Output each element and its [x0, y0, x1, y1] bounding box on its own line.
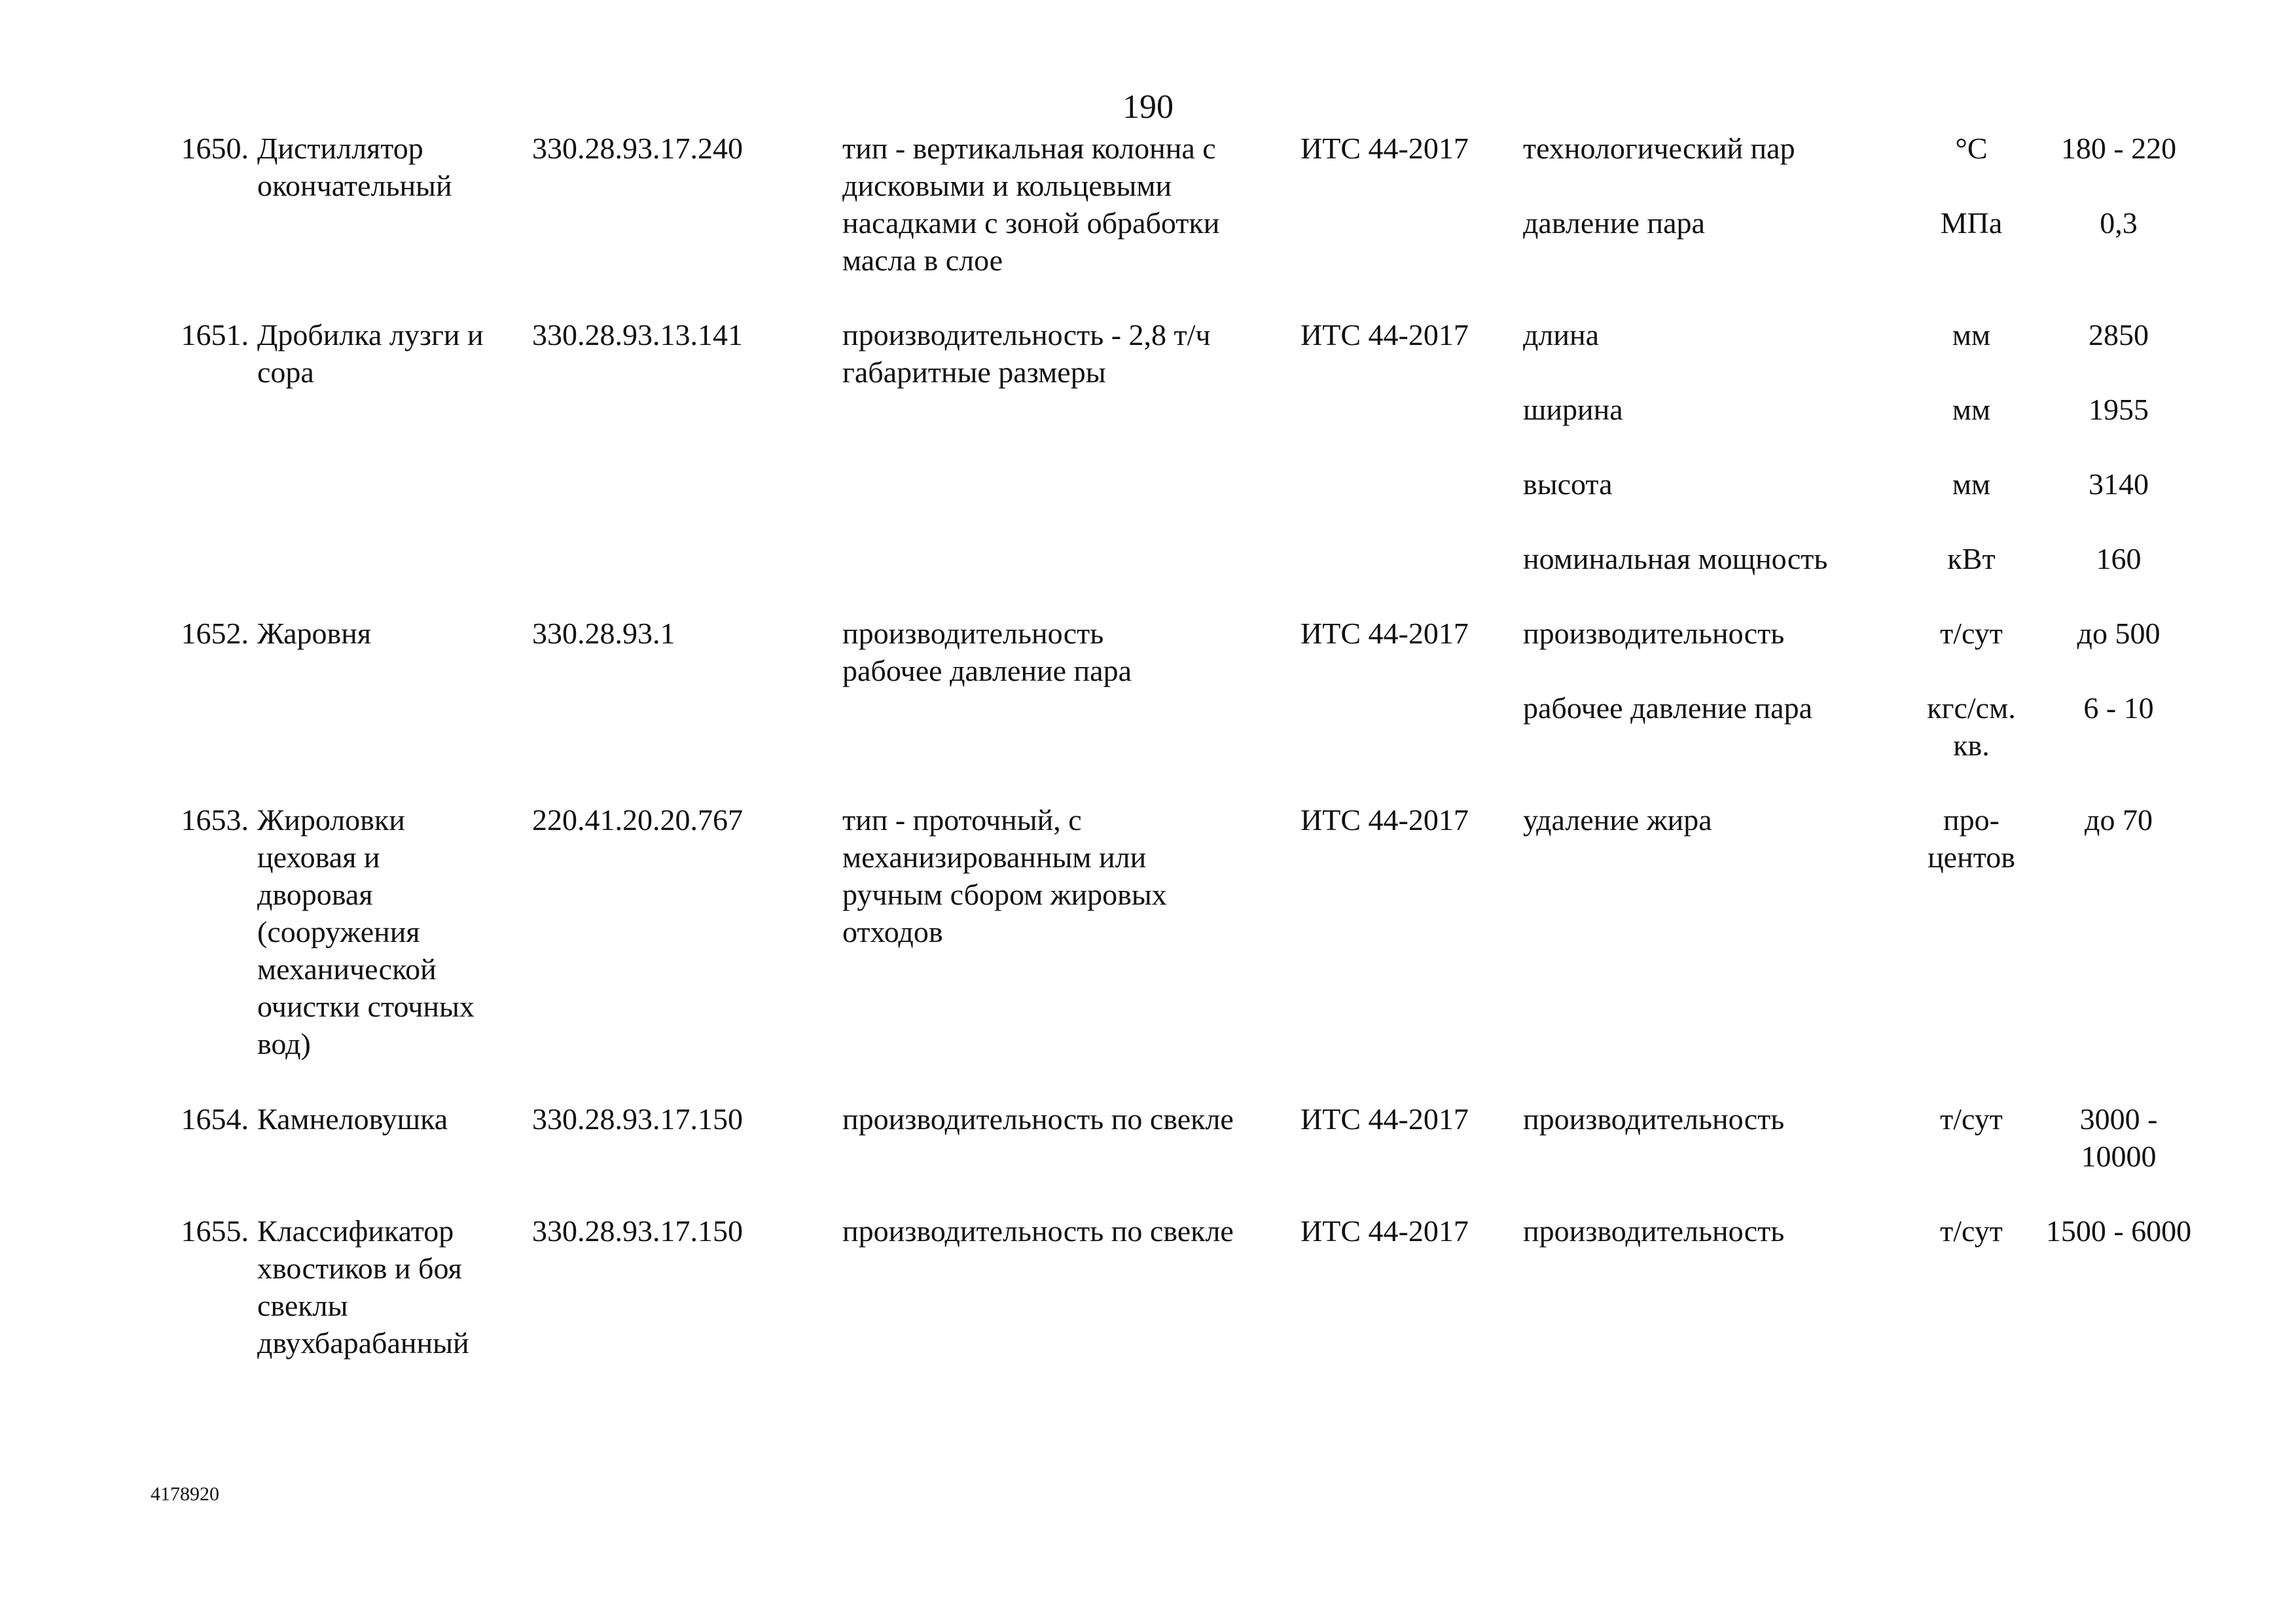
name-line: вод) [257, 1027, 311, 1060]
table-row [151, 801, 2193, 1100]
name-line: свеклы [257, 1289, 348, 1322]
standard-reference: ИТС 44-2017 [1300, 803, 1469, 837]
row-number: 1654. [181, 1102, 249, 1136]
name-line: окончательный [257, 169, 452, 202]
parameter-name: ширина [1523, 393, 1623, 426]
desc-line: тип - проточный, с [842, 803, 1082, 837]
equipment-description [842, 316, 1274, 391]
parameter-row [1523, 615, 2193, 689]
equipment-table [151, 130, 2193, 1369]
parameter-name: производительность [1523, 1102, 1785, 1136]
parameter-value: 1500 - 6000 [2045, 1214, 2192, 1248]
equipment-code: 330.28.93.13.141 [532, 318, 743, 352]
parameter-unit: мм [1952, 467, 1991, 501]
equipment-code: 330.28.93.17.150 [532, 1214, 743, 1248]
name-line: сора [257, 355, 314, 389]
parameter-row [1523, 465, 2193, 540]
parameter-row [1523, 1100, 2193, 1175]
parameter-value: 3140 [2089, 467, 2149, 501]
parameters [1523, 1100, 2193, 1175]
equipment-description [842, 801, 1274, 950]
parameter-unit: мм [1952, 393, 1991, 426]
unit-line: центов [1928, 840, 2015, 874]
parameter-row [1523, 130, 2193, 204]
table-row [151, 130, 2193, 316]
desc-line: производительность по свекле [842, 1102, 1234, 1136]
parameter-value: 1955 [2089, 393, 2149, 426]
unit-line: кгс/см. [1927, 691, 2016, 725]
parameters [1523, 130, 2193, 279]
parameter-name: производительность [1523, 1214, 1785, 1248]
name-line: хвостиков и боя [257, 1252, 462, 1285]
parameter-row [1523, 316, 2193, 391]
equipment-name [257, 1100, 532, 1138]
parameter-row [1523, 801, 2193, 876]
parameter-name: давление пара [1523, 206, 1705, 240]
equipment-name [257, 801, 532, 1062]
equipment-code: 220.41.20.20.767 [532, 803, 743, 837]
equipment-name [257, 316, 532, 391]
row-number: 1650. [181, 132, 249, 165]
name-line: (сооружения [257, 915, 420, 948]
standard-reference: ИТС 44-2017 [1300, 1214, 1469, 1248]
equipment-code: 330.28.93.17.150 [532, 1102, 743, 1136]
parameter-unit [1922, 801, 2020, 876]
desc-line: дисковыми и кольцевыми [842, 169, 1172, 202]
parameter-name: длина [1523, 318, 1600, 352]
parameters [1523, 615, 2193, 764]
name-line: Камнеловушка [257, 1102, 448, 1136]
parameter-row [1523, 689, 2193, 764]
parameter-unit: т/сут [1940, 1102, 2003, 1136]
value-line: 3000 - [2079, 1102, 2158, 1136]
parameter-unit [1922, 689, 2020, 764]
parameter-name: удаление жира [1523, 803, 1712, 837]
row-number: 1655. [181, 1214, 249, 1248]
name-line: Классификатор [257, 1214, 454, 1248]
unit-line: кв. [1953, 729, 1990, 762]
name-line: Дистиллятор [257, 132, 423, 165]
row-number: 1653. [181, 803, 249, 837]
desc-line: масла в слое [842, 244, 1003, 277]
equipment-name [257, 615, 532, 652]
parameter-unit: мм [1952, 318, 1991, 352]
parameter-row [1523, 391, 2193, 465]
parameter-value [2034, 1100, 2204, 1175]
equipment-description [842, 615, 1274, 689]
parameter-row [1523, 204, 2193, 279]
desc-line: производительность [842, 617, 1104, 650]
name-line: механической [257, 952, 437, 986]
parameter-name: номинальная мощность [1523, 542, 1828, 575]
desc-line: производительность - 2,8 т/ч [842, 318, 1211, 352]
equipment-description [842, 1212, 1274, 1250]
parameter-value: 2850 [2089, 318, 2149, 352]
parameter-name: технологический пар [1523, 132, 1795, 165]
standard-reference: ИТС 44-2017 [1300, 318, 1469, 352]
standard-reference: ИТС 44-2017 [1300, 617, 1469, 650]
value-line: 10000 [2081, 1140, 2157, 1173]
document-id: 4178920 [151, 1483, 219, 1505]
parameter-value: 0,3 [2100, 206, 2138, 240]
table-row [151, 1212, 2193, 1369]
desc-line: рабочее давление пара [842, 654, 1132, 687]
table-row [151, 1100, 2193, 1212]
parameter-row [1523, 540, 2193, 615]
parameter-value: 180 - 220 [2060, 132, 2177, 165]
parameter-name: рабочее давление пара [1523, 691, 1813, 725]
parameters [1523, 1212, 2193, 1287]
parameters [1523, 801, 2193, 876]
standard-reference: ИТС 44-2017 [1300, 132, 1469, 165]
name-line: Жаровня [257, 617, 371, 650]
parameter-value: до 500 [2077, 617, 2161, 650]
table-row [151, 316, 2193, 615]
page-number: 190 [1122, 88, 1174, 126]
name-line: дворовая [257, 878, 373, 911]
parameter-unit: МПа [1940, 206, 2003, 240]
parameter-value: 160 [2096, 542, 2142, 575]
parameter-unit: т/сут [1940, 1214, 2003, 1248]
parameters [1523, 316, 2193, 615]
equipment-name [257, 1212, 532, 1362]
equipment-name [257, 130, 532, 204]
equipment-description [842, 1100, 1274, 1138]
unit-line: про- [1943, 803, 2000, 837]
parameter-value: 6 - 10 [2083, 691, 2154, 725]
equipment-code: 330.28.93.1 [532, 617, 675, 650]
name-line: Дробилка лузги и [257, 318, 484, 352]
name-line: очистки сточных [257, 990, 475, 1023]
name-line: Жироловки [257, 803, 405, 837]
row-number: 1652. [181, 617, 249, 650]
equipment-code: 330.28.93.17.240 [532, 132, 743, 165]
desc-line: механизированным или [842, 840, 1147, 874]
parameter-name: высота [1523, 467, 1613, 501]
desc-line: ручным сбором жировых [842, 878, 1167, 911]
row-number: 1651. [181, 318, 249, 352]
table-row [151, 615, 2193, 801]
desc-line: отходов [842, 915, 943, 948]
equipment-description [842, 130, 1274, 279]
name-line: двухбарабанный [257, 1326, 469, 1360]
standard-reference: ИТС 44-2017 [1300, 1102, 1469, 1136]
desc-line: производительность по свекле [842, 1214, 1234, 1248]
parameter-name: производительность [1523, 617, 1785, 650]
desc-line: габаритные размеры [842, 355, 1106, 389]
parameter-value: до 70 [2085, 803, 2153, 837]
parameter-unit: т/сут [1940, 617, 2003, 650]
desc-line: насадками с зоной обработки [842, 206, 1220, 240]
desc-line: тип - вертикальная колонна с [842, 132, 1216, 165]
parameter-unit: кВт [1947, 542, 1996, 575]
parameter-row [1523, 1212, 2193, 1287]
parameter-unit: °С [1955, 132, 1988, 165]
name-line: цеховая и [257, 840, 380, 874]
